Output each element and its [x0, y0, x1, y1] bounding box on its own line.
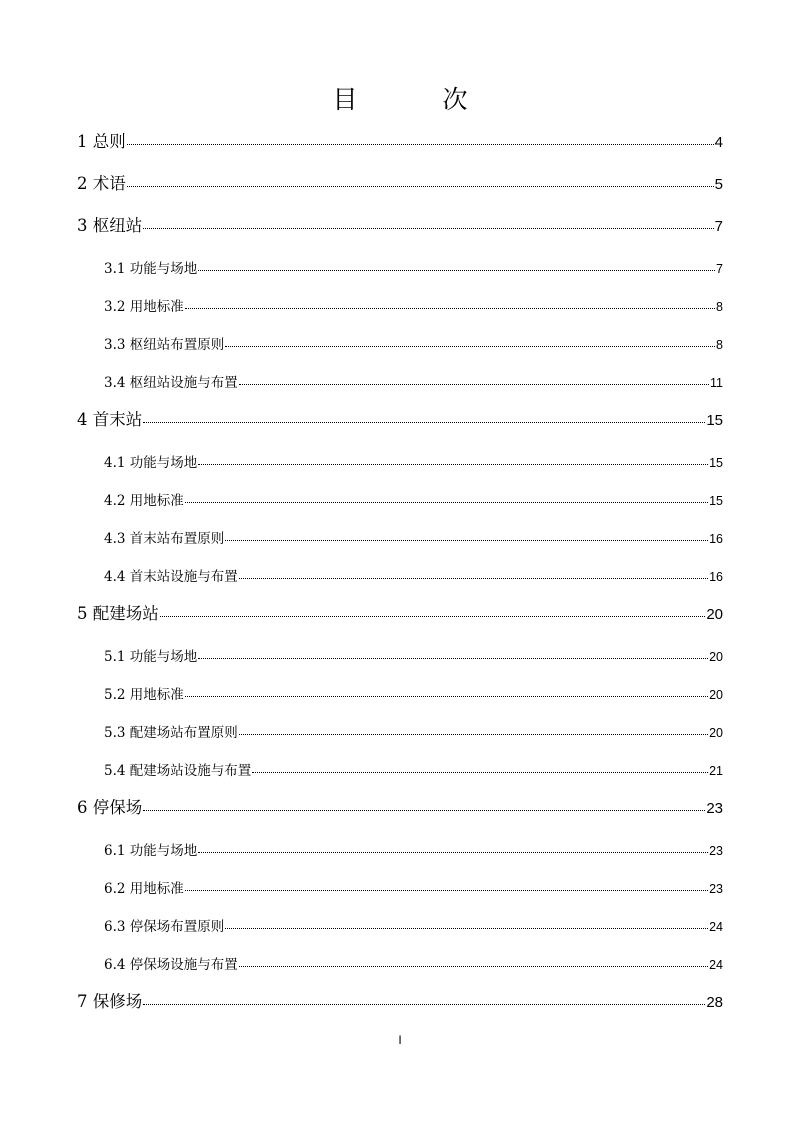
toc-page-number: 20: [709, 650, 723, 664]
table-of-contents: [0, 119, 800, 1021]
toc-section-entry[interactable]: [0, 709, 800, 747]
toc-page-number: 23: [709, 844, 723, 858]
toc-entry-label: 6 停保场: [77, 798, 143, 817]
toc-section-entry[interactable]: [0, 671, 800, 709]
toc-dot-leader: [239, 577, 708, 579]
toc-chapter-entry[interactable]: [0, 203, 800, 245]
toc-section-entry[interactable]: [0, 359, 800, 397]
toc-page-number: 7: [714, 218, 723, 235]
toc-section-entry[interactable]: [0, 941, 800, 979]
toc-page-number: 28: [706, 994, 723, 1011]
toc-chapter-entry[interactable]: [0, 397, 800, 439]
toc-section-entry[interactable]: [0, 827, 800, 865]
toc-entry-label: 5.1 功能与场地: [104, 649, 198, 665]
toc-entry-label: 3.2 用地标准: [104, 299, 184, 315]
toc-dot-leader: [185, 501, 708, 503]
toc-dot-leader: [127, 143, 714, 145]
page-title: 目 次: [332, 85, 498, 114]
toc-chapter-entry[interactable]: [0, 979, 800, 1021]
toc-dot-leader: [143, 227, 713, 229]
toc-entry-label: 6.1 功能与场地: [104, 843, 198, 859]
toc-entry-label: 7 保修场: [77, 992, 143, 1011]
toc-entry-label: 2 术语: [77, 174, 126, 193]
toc-section-entry[interactable]: [0, 553, 800, 591]
toc-page-number: 23: [709, 882, 723, 896]
toc-dot-leader: [185, 695, 708, 697]
toc-dot-leader: [252, 771, 708, 773]
toc-dot-leader: [127, 185, 714, 187]
toc-entry-label: 4.4 首末站设施与布置: [104, 569, 238, 585]
toc-section-entry[interactable]: [0, 747, 800, 785]
toc-entry-label: 3 枢纽站: [77, 216, 143, 235]
toc-entry-label: 4.2 用地标准: [104, 493, 184, 509]
toc-page-number: 11: [710, 376, 723, 390]
toc-dot-leader: [143, 809, 705, 811]
toc-dot-leader: [198, 463, 708, 465]
toc-dot-leader: [143, 1003, 705, 1005]
toc-entry-label: 3.3 枢纽站布置原则: [104, 337, 225, 353]
toc-dot-leader: [198, 657, 708, 659]
toc-section-entry[interactable]: [0, 903, 800, 941]
toc-section-entry[interactable]: [0, 245, 800, 283]
toc-entry-label: 6.4 停保场设施与布置: [104, 957, 238, 973]
toc-page-number: 8: [716, 338, 723, 352]
toc-section-entry[interactable]: [0, 633, 800, 671]
toc-section-entry[interactable]: [0, 283, 800, 321]
toc-page-number: 20: [706, 606, 723, 623]
toc-page-number: 15: [706, 412, 723, 429]
toc-page-number: 16: [709, 532, 723, 546]
toc-entry-label: 3.1 功能与场地: [104, 261, 198, 277]
toc-page-number: 8: [716, 300, 723, 314]
toc-dot-leader: [185, 889, 708, 891]
toc-section-entry[interactable]: [0, 321, 800, 359]
toc-dot-leader: [239, 733, 708, 735]
toc-page-number: 16: [709, 570, 723, 584]
toc-dot-leader: [225, 927, 708, 929]
toc-page-number: 23: [706, 800, 723, 817]
toc-entry-label: 4.1 功能与场地: [104, 455, 198, 471]
toc-chapter-entry[interactable]: [0, 591, 800, 633]
toc-dot-leader: [225, 345, 715, 347]
toc-entry-label: 5.3 配建场站布置原则: [104, 725, 238, 741]
toc-dot-leader: [198, 851, 708, 853]
toc-entry-label: 5 配建场站: [77, 604, 159, 623]
toc-dot-leader: [143, 421, 705, 423]
toc-entry-label: 1 总则: [77, 132, 126, 151]
toc-chapter-entry[interactable]: [0, 161, 800, 203]
toc-entry-label: 4.3 首末站布置原则: [104, 531, 225, 547]
toc-page-number: 20: [709, 688, 723, 702]
toc-dot-leader: [198, 269, 715, 271]
toc-section-entry[interactable]: [0, 865, 800, 903]
toc-page-number: 4: [714, 134, 723, 151]
page-footer-number: I: [398, 1033, 402, 1047]
toc-dot-leader: [185, 307, 715, 309]
toc-page-number: 24: [709, 920, 723, 934]
toc-section-entry[interactable]: [0, 477, 800, 515]
toc-entry-label: 6.2 用地标准: [104, 881, 184, 897]
toc-dot-leader: [225, 539, 708, 541]
toc-dot-leader: [160, 615, 706, 617]
toc-chapter-entry[interactable]: [0, 785, 800, 827]
toc-page-number: 24: [709, 958, 723, 972]
toc-page-number: 15: [709, 494, 723, 508]
toc-chapter-entry[interactable]: [0, 119, 800, 161]
toc-page-number: 7: [716, 262, 723, 276]
toc-entry-label: 5.2 用地标准: [104, 687, 184, 703]
toc-dot-leader: [239, 383, 709, 385]
toc-entry-label: 5.4 配建场站设施与布置: [104, 763, 252, 779]
toc-dot-leader: [239, 965, 708, 967]
toc-entry-label: 6.3 停保场布置原则: [104, 919, 225, 935]
toc-section-entry[interactable]: [0, 439, 800, 477]
toc-page-number: 21: [709, 764, 723, 778]
toc-entry-label: 4 首末站: [77, 410, 143, 429]
toc-page-number: 15: [709, 456, 723, 470]
toc-page-number: 20: [709, 726, 723, 740]
toc-page-number: 5: [714, 176, 723, 193]
toc-entry-label: 3.4 枢纽站设施与布置: [104, 375, 238, 391]
toc-section-entry[interactable]: [0, 515, 800, 553]
